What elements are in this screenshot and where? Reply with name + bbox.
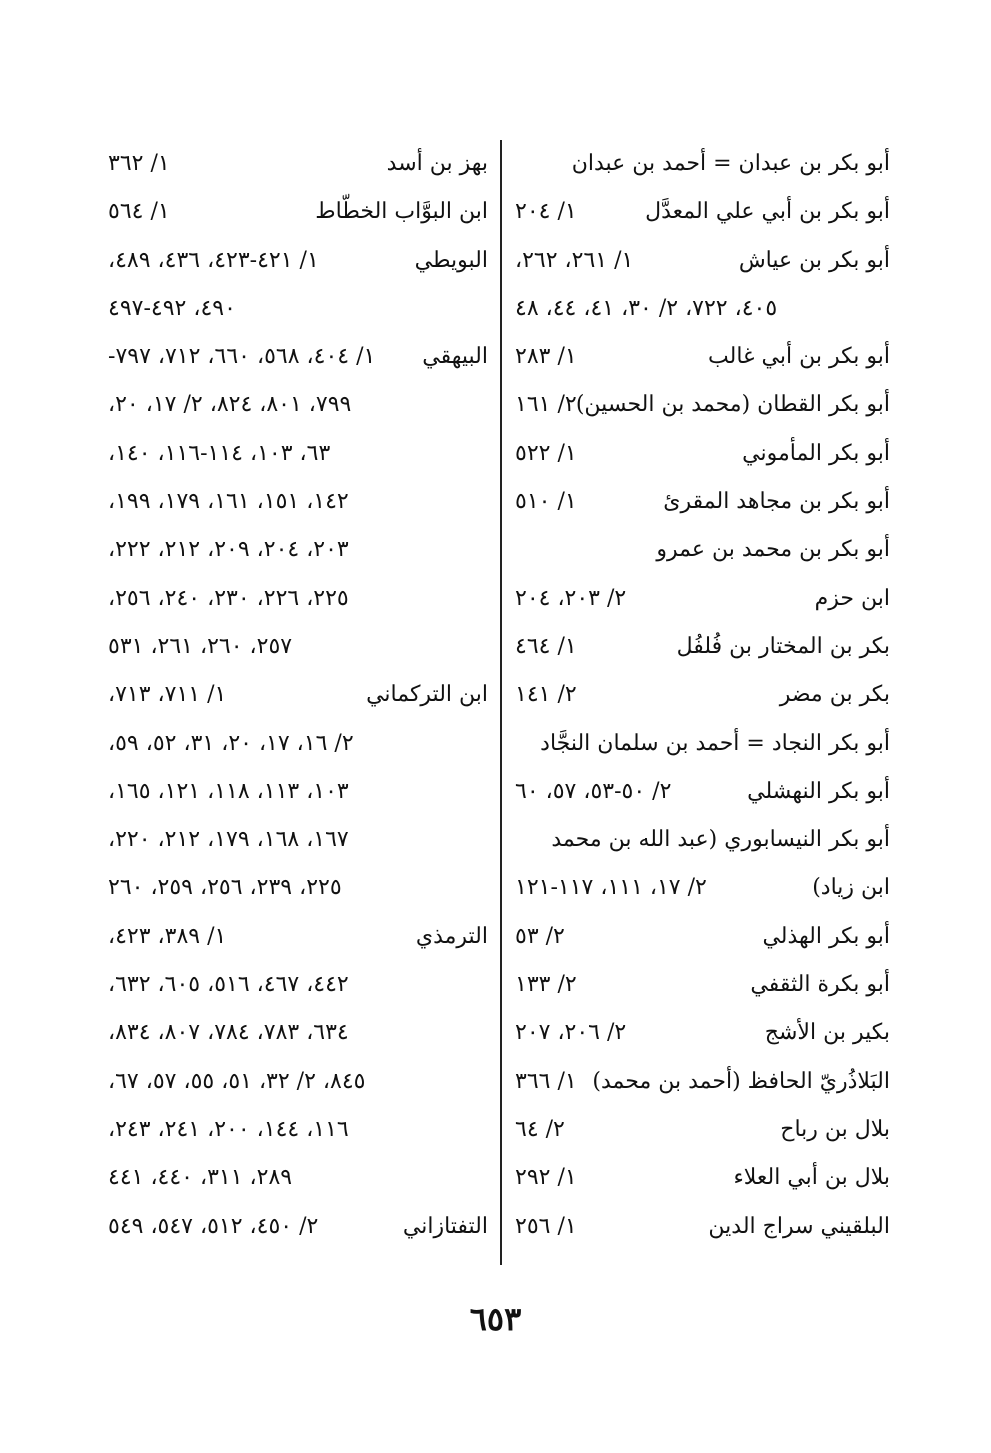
index-entry — [515, 575, 890, 623]
entry-reference: ١/ ٣٨٩، ٤٢٣، — [108, 923, 227, 949]
index-entry — [515, 140, 890, 188]
entry-reference: ١/ ٥٢٢ — [515, 440, 577, 466]
index-entry — [108, 768, 488, 816]
entry-name: أبو بكر النيسابوري (عبد الله بن محمد — [551, 827, 890, 853]
entry-name: البَلاذُريّ الحافظ (أحمد بن محمد) — [592, 1068, 890, 1094]
index-entry — [108, 526, 488, 574]
entry-reference: ٢/ ٦٤ — [515, 1116, 565, 1142]
entry-reference: ٢/ ١٧، ١١١، ١١٧-١٢١ — [515, 875, 707, 901]
entry-reference: ٢/ ٢٠٦، ٢٠٧ — [515, 1020, 627, 1046]
entry-name: أبو بكر النجاد = أحمد بن سلمان النجَّاد — [540, 730, 890, 756]
entry-reference: ٢/ ٢٠٣، ٢٠٤ — [515, 585, 627, 611]
index-entry — [515, 526, 890, 574]
entry-name: البويطي — [414, 247, 488, 273]
entry-reference: ٢/ ٥٠-٥٣، ٥٧، ٦٠ — [515, 778, 672, 804]
entry-reference-continued: ٨٤٥، ٢/ ٣٢، ٥١، ٥٥، ٥٧، ٦٧، — [108, 1068, 366, 1094]
entry-reference: ١/ ٤٦٤ — [515, 633, 577, 659]
entry-reference-continued: ٤٠٥، ٧٢٢، ٢/ ٣٠، ٤١، ٤٤، ٤٨ — [515, 295, 778, 321]
index-entry — [108, 1009, 488, 1057]
entry-reference-continued: ٢٠٣، ٢٠٤، ٢٠٩، ٢١٢، ٢٢٢، — [108, 537, 349, 563]
index-entry — [108, 623, 488, 671]
entry-reference-continued: ١١٦، ١٤٤، ٢٠٠، ٢٤١، ٢٤٣، — [108, 1116, 349, 1142]
entry-name: البيهقي — [422, 344, 488, 370]
index-entry — [515, 913, 890, 961]
entry-reference: ٢/ ٥٣ — [515, 923, 565, 949]
entry-name: أبو بكر بن مجاهد المقرئ — [663, 489, 890, 515]
entry-name: أبو بكر بن عياش — [738, 247, 890, 273]
index-entry — [515, 720, 890, 768]
index-entry — [515, 430, 890, 478]
entry-name: أبو بكر القطان (محمد بن الحسين) — [575, 392, 890, 418]
entry-reference: ١/ ٢٨٣ — [515, 344, 577, 370]
index-entry — [108, 1058, 488, 1106]
entry-reference-continued: ٢٨٩، ٣١١، ٤٤٠، ٤٤١ — [108, 1165, 293, 1191]
index-entry — [515, 188, 890, 236]
entry-name: التفتازاني — [402, 1213, 488, 1239]
entry-reference: ١/ ٧١١، ٧١٣، — [108, 682, 227, 708]
index-entry — [108, 1203, 488, 1251]
entry-reference: ١/ ٢٥٦ — [515, 1213, 577, 1239]
entry-reference-continued: ١٠٣، ١١٣، ١١٨، ١٢١، ١٦٥، — [108, 778, 349, 804]
entry-name: أبو بكر النهشلي — [747, 778, 890, 804]
index-entry — [108, 333, 488, 381]
index-entry — [108, 140, 488, 188]
entry-reference-continued: ٢٥٧، ٢٦٠، ٢٦١، ٥٣١ — [108, 633, 293, 659]
entry-name: ابن البوَّاب الخطّاط — [315, 199, 488, 225]
entry-name: أبو بكر الهذلي — [762, 923, 890, 949]
entry-reference-continued: ٦٣، ١٠٣، ١١٤-١١٦، ١٤٠، — [108, 440, 331, 466]
entry-name: أبو بكر بن أبي علي المعدَّل — [645, 199, 890, 225]
entry-reference: ٢/ ١٣٣ — [515, 972, 577, 998]
entry-name: بكر بن مضر — [779, 682, 890, 708]
entry-reference: ١/ ٥٦٤ — [108, 199, 170, 225]
index-entry — [108, 285, 488, 333]
index-entry — [108, 1106, 488, 1154]
entry-reference: ١/ ٤٢١-٤٢٣، ٤٣٦، ٤٨٩، — [108, 247, 319, 273]
index-entry — [515, 285, 890, 333]
entry-name: الترمذي — [415, 923, 488, 949]
entry-reference: ١/ ٤٠٤، ٥٦٨، ٦٦٠، ٧١٢، ٧٩٧- — [108, 344, 376, 370]
entry-reference-continued: ١٦٧، ١٦٨، ١٧٩، ٢١٢، ٢٢٠، — [108, 827, 349, 853]
entry-reference: ٢/ ١٤١ — [515, 682, 577, 708]
entry-reference-continued: ٤٤٢، ٤٦٧، ٥١٦، ٦٠٥، ٦٣٢، — [108, 972, 349, 998]
index-entry — [108, 816, 488, 864]
entry-name: بهز بن أسد — [386, 151, 488, 176]
index-entry — [515, 381, 890, 429]
index-entry — [515, 478, 890, 526]
index-entry — [108, 381, 488, 429]
entry-name: أبو بكر بن عبدان = أحمد بن عبدان — [571, 151, 890, 176]
entry-reference-continued: ٦٣٤، ٧٨٣، ٧٨٤، ٨٠٧، ٨٣٤، — [108, 1020, 349, 1046]
entry-reference: ١/ ٢٠٤ — [515, 199, 577, 225]
entry-reference-continued: ٢/ ١٦، ١٧، ٢٠، ٣١، ٥٢، ٥٩، — [108, 730, 354, 756]
index-entry — [108, 478, 488, 526]
entry-name: بكير بن الأشج — [764, 1020, 890, 1046]
index-entry — [108, 913, 488, 961]
index-entry — [108, 430, 488, 478]
entry-reference: ٢/ ١٦١ — [515, 392, 577, 418]
entry-name: أبو بكرة الثقفي — [750, 972, 890, 998]
index-entry — [108, 864, 488, 912]
column-divider — [500, 140, 502, 1265]
entry-name: بكر بن المختار بن فُلفُل — [676, 633, 890, 659]
index-entry — [515, 768, 890, 816]
index-entry — [515, 1154, 890, 1202]
entry-name: ابن التركماني — [366, 682, 488, 708]
entry-name: أبو بكر بن محمد بن عمرو — [656, 537, 890, 563]
index-entry — [108, 237, 488, 285]
index-entry — [108, 188, 488, 236]
index-entry — [515, 1203, 890, 1251]
entry-name: بلال بن أبي العلاء — [733, 1165, 890, 1191]
left-column — [108, 140, 488, 1251]
entry-name: البلقيني سراج الدين — [708, 1213, 890, 1239]
index-entry — [515, 237, 890, 285]
index-entry — [515, 961, 890, 1009]
index-entry — [515, 671, 890, 719]
entry-reference: ١/ ٢٦١، ٢٦٢، — [515, 247, 634, 273]
entry-reference-continued: ٢٢٥، ٢٢٦، ٢٣٠، ٢٤٠، ٢٥٦، — [108, 585, 349, 611]
entry-reference-continued: ١٤٢، ١٥١، ١٦١، ١٧٩، ١٩٩، — [108, 489, 349, 515]
entry-name: أبو بكر المأموني — [742, 440, 890, 466]
entry-reference-continued: ٢٢٥، ٢٣٩، ٢٥٦، ٢٥٩، ٢٦٠ — [108, 875, 342, 901]
index-entry — [108, 671, 488, 719]
entry-name: بلال بن رباح — [780, 1116, 890, 1142]
index-entry — [515, 1106, 890, 1154]
right-column — [515, 140, 890, 1251]
entry-reference-continued: ٤٩٠، ٤٩٢-٤٩٧ — [108, 295, 236, 321]
entry-reference: ٢/ ٤٥٠، ٥١٢، ٥٤٧، ٥٤٩ — [108, 1213, 319, 1239]
index-entry — [515, 864, 890, 912]
entry-reference: ١/ ٣٦٢ — [108, 151, 170, 176]
page-number: ٦٥٣ — [469, 1300, 522, 1338]
entry-reference: ١/ ٢٩٢ — [515, 1165, 577, 1191]
entry-reference: ١/ ٣٦٦ — [515, 1068, 577, 1094]
index-entry — [108, 961, 488, 1009]
index-entry — [515, 623, 890, 671]
entry-reference: ١/ ٥١٠ — [515, 489, 577, 515]
index-entry — [515, 1058, 890, 1106]
entry-name: أبو بكر بن أبي غالب — [708, 344, 890, 370]
index-entry — [108, 1154, 488, 1202]
entry-name: ابن حزم — [814, 585, 890, 611]
index-entry — [108, 720, 488, 768]
entry-reference-continued: ٧٩٩، ٨٠١، ٨٢٤، ٢/ ١٧، ٢٠، — [108, 392, 352, 418]
index-entry — [515, 816, 890, 864]
entry-name: ابن زياد) — [812, 875, 890, 901]
index-entry — [108, 575, 488, 623]
index-entry — [515, 333, 890, 381]
index-entry — [515, 1009, 890, 1057]
